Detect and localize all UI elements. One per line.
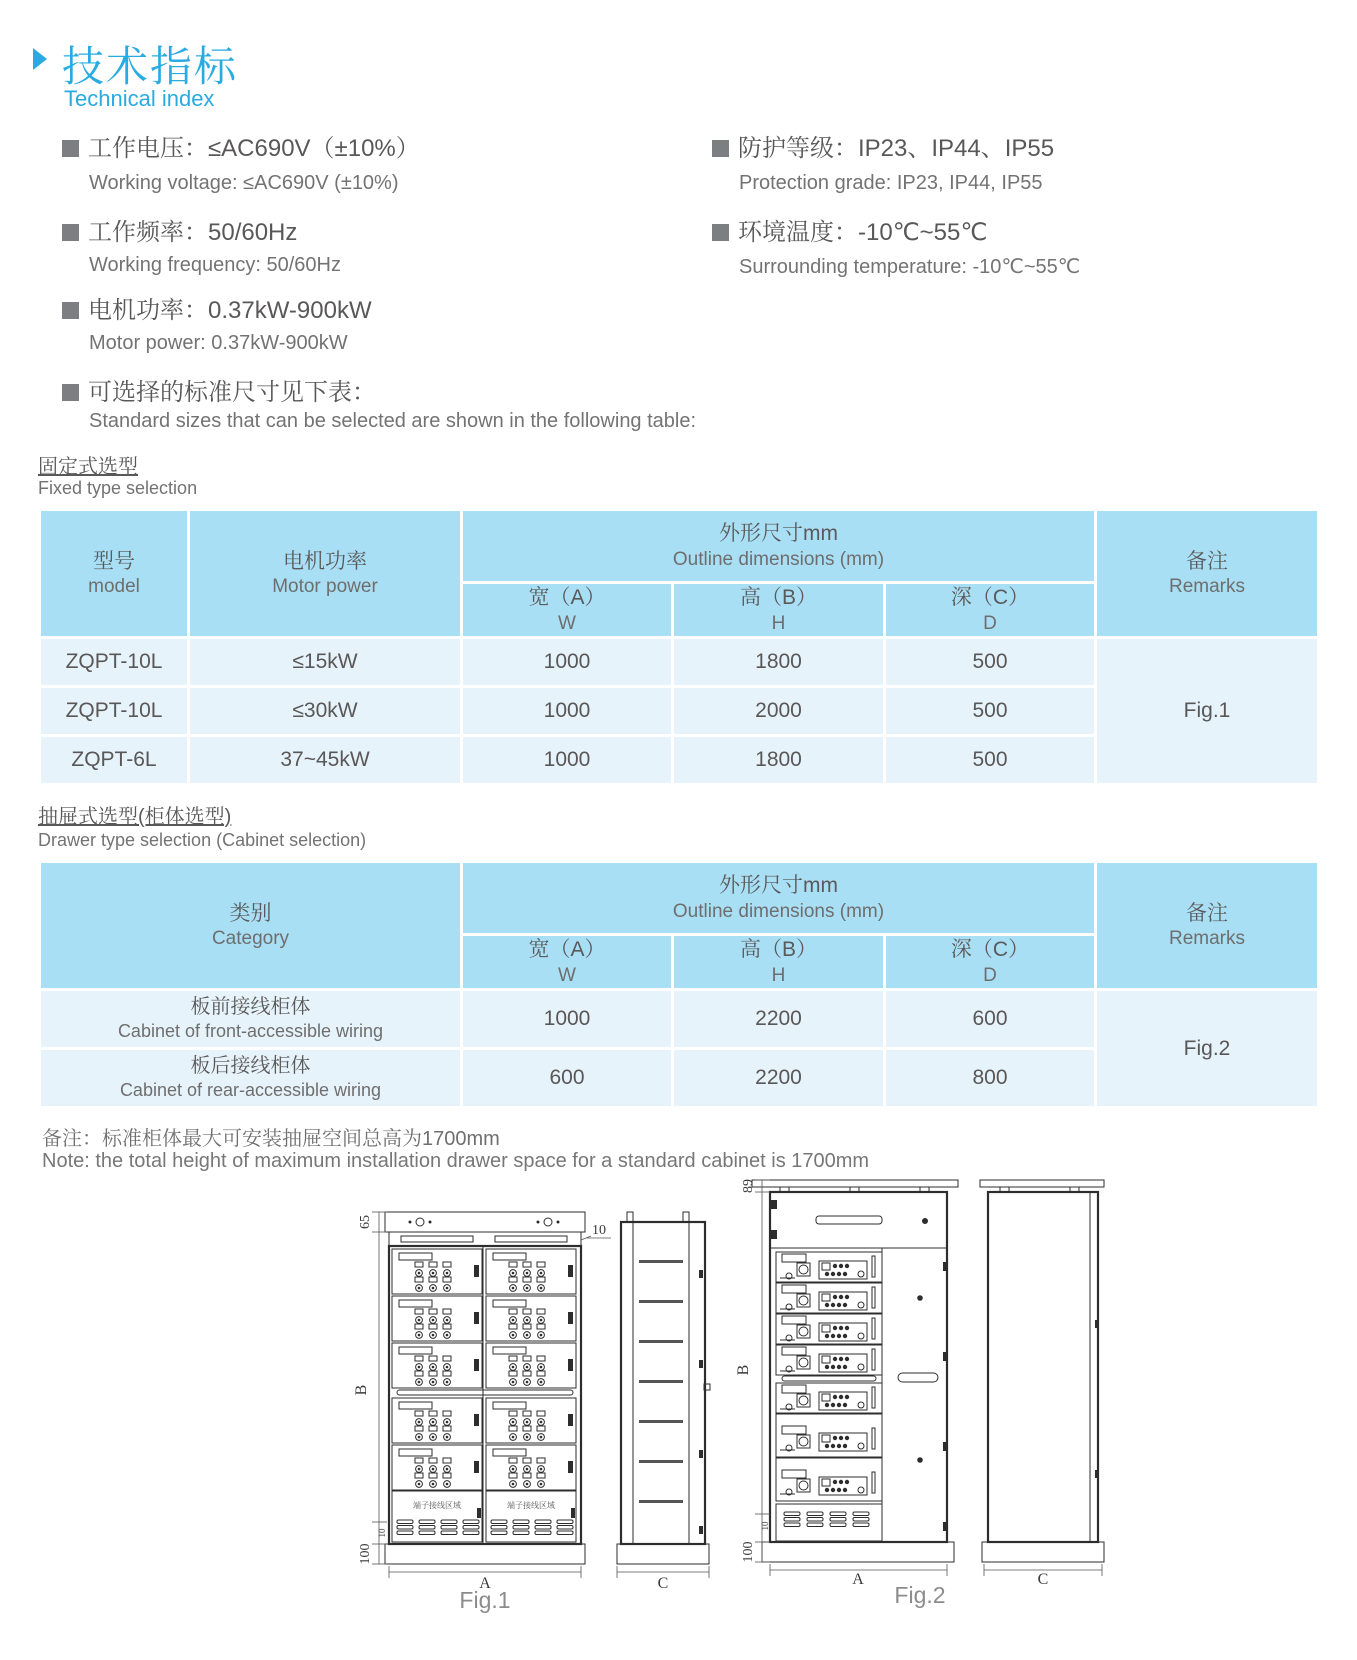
cell-model: ZQPT-6L xyxy=(41,737,187,783)
col-header-width xyxy=(463,584,671,636)
note-en: Note: the total height of maximum installation drawer space for a standard cabinet is 1700mm xyxy=(42,1150,870,1172)
fig2-dim-b: B xyxy=(735,1364,752,1376)
remarks-zh: 备注 xyxy=(1186,549,1228,573)
fig2-dim-89: 89 xyxy=(741,1179,756,1193)
col-header-width xyxy=(463,936,671,988)
cell-depth: 800 xyxy=(886,1050,1094,1106)
fig2-dim-10-small: 10 xyxy=(760,1521,770,1531)
cell-height: 2000 xyxy=(674,688,883,734)
width-en: W xyxy=(558,964,576,986)
spec-temperature-en: Surrounding temperature: -10℃~55℃ xyxy=(739,256,1081,278)
fig1-dim-100: 100 xyxy=(358,1543,373,1565)
col-header-model xyxy=(41,511,187,636)
spec-power-en: Motor power: 0.37kW-900kW xyxy=(89,332,348,354)
model-zh: 型号 xyxy=(93,549,135,573)
width-zh: 宽（A） xyxy=(528,586,606,610)
bullet-square-icon xyxy=(62,140,79,157)
cell-power: 37~45kW xyxy=(190,737,460,783)
width-en: W xyxy=(558,612,576,634)
page-subtitle: Technical index xyxy=(64,86,215,111)
cell-width: 1000 xyxy=(463,991,671,1047)
col-header-remarks xyxy=(1097,863,1317,988)
fig1-dim-c: C xyxy=(657,1575,669,1592)
spec-power-zh xyxy=(62,290,372,325)
dims-zh: 外形尺寸mm xyxy=(719,874,838,898)
col-header-power xyxy=(190,511,460,636)
fig2-dim-a: A xyxy=(852,1571,864,1588)
col-header-height xyxy=(674,936,883,988)
category-en: Cabinet of front-accessible wiring xyxy=(117,1021,384,1042)
section2-label-zh: 抽屉式选型(柜体选型) xyxy=(38,806,232,828)
depth-en: D xyxy=(983,612,997,634)
spec-voltage-zh-text: 工作电压：≤AC690V（±10%） xyxy=(88,135,420,162)
cell-depth: 600 xyxy=(886,991,1094,1047)
fig1-dim-b: B xyxy=(353,1384,370,1396)
cell-remark: Fig.2 xyxy=(1097,991,1317,1106)
category-zh: 板前接线柜体 xyxy=(190,996,311,1019)
cell-width: 1000 xyxy=(463,737,671,783)
drawer-type-table xyxy=(38,860,1320,1109)
cell-height: 2200 xyxy=(674,991,883,1047)
height-zh: 高（B） xyxy=(739,938,817,962)
power-zh: 电机功率 xyxy=(283,549,367,573)
col-header-category xyxy=(41,863,460,988)
depth-zh: 深（C） xyxy=(950,938,1030,962)
fig2-dim-100: 100 xyxy=(741,1541,756,1563)
cell-height: 1800 xyxy=(674,639,883,685)
note-zh: 备注：标准柜体最大可安装抽屉空间总高为1700mm xyxy=(42,1128,500,1150)
category-en: Category xyxy=(211,928,290,950)
fig2-drawing xyxy=(700,1170,1120,1610)
bullet-square-icon xyxy=(712,224,729,241)
category-en: Cabinet of rear-accessible wiring xyxy=(119,1080,382,1101)
fig1-terminal-label: 端子接线区域 xyxy=(507,1501,555,1510)
col-header-height xyxy=(674,584,883,636)
cell-category xyxy=(41,1050,460,1106)
cell-power: ≤30kW xyxy=(190,688,460,734)
remarks-zh: 备注 xyxy=(1186,901,1228,925)
fig2-caption: Fig.2 xyxy=(894,1582,946,1608)
bullet-square-icon xyxy=(62,224,79,241)
power-en: Motor power xyxy=(272,576,378,598)
depth-en: D xyxy=(983,964,997,986)
page-title: 技术指标 xyxy=(62,43,239,90)
col-header-depth xyxy=(886,936,1094,988)
remarks-en: Remarks xyxy=(1168,928,1245,950)
height-zh: 高（B） xyxy=(739,586,817,610)
section1-label-en: Fixed type selection xyxy=(38,478,198,498)
category-zh: 板后接线柜体 xyxy=(190,1055,311,1078)
spec-protection-zh xyxy=(712,128,1054,163)
cell-width: 1000 xyxy=(463,688,671,734)
spec-sizes-en: Standard sizes that can be selected are shown in the following table: xyxy=(89,410,697,432)
cell-model: ZQPT-10L xyxy=(41,639,187,685)
table-row xyxy=(41,639,1317,685)
cell-height: 1800 xyxy=(674,737,883,783)
cell-width: 600 xyxy=(463,1050,671,1106)
cell-power: ≤15kW xyxy=(190,639,460,685)
col-header-remarks xyxy=(1097,511,1317,636)
section2-label-en: Drawer type selection (Cabinet selection) xyxy=(38,830,367,850)
height-en: H xyxy=(771,612,786,634)
spec-protection-zh-text: 防护等级：IP23、IP44、IP55 xyxy=(738,135,1055,162)
spec-temperature-zh-text: 环境温度：-10℃~55℃ xyxy=(738,219,988,246)
width-zh: 宽（A） xyxy=(528,938,606,962)
height-en: H xyxy=(771,964,786,986)
table-row xyxy=(41,991,1317,1047)
spec-sizes-zh xyxy=(62,372,376,407)
fig1-terminal-label: 端子接线区域 xyxy=(413,1501,461,1510)
col-header-dimensions xyxy=(463,863,1094,933)
bullet-square-icon xyxy=(62,302,79,319)
spec-voltage-zh xyxy=(62,128,420,163)
fig1-caption: Fig.1 xyxy=(459,1587,511,1613)
fig1-drawing xyxy=(335,1200,715,1620)
cell-depth: 500 xyxy=(886,737,1094,783)
col-header-dimensions xyxy=(463,511,1094,581)
spec-frequency-en: Working frequency: 50/60Hz xyxy=(89,254,341,276)
cell-depth: 500 xyxy=(886,639,1094,685)
cell-category xyxy=(41,991,460,1047)
fig1-dim-10-small: 10 xyxy=(377,1528,387,1538)
dims-en: Outline dimensions (mm) xyxy=(672,548,885,570)
cell-width: 1000 xyxy=(463,639,671,685)
spec-protection-en: Protection grade: IP23, IP44, IP55 xyxy=(739,172,1043,194)
section1-label-zh: 固定式选型 xyxy=(38,456,138,478)
col-header-depth xyxy=(886,584,1094,636)
bullet-square-icon xyxy=(62,384,79,401)
fixed-type-table xyxy=(38,508,1320,786)
model-en: model xyxy=(88,576,140,598)
cell-depth: 500 xyxy=(886,688,1094,734)
spec-sizes-zh-text: 可选择的标准尺寸见下表： xyxy=(88,379,376,406)
title-arrow-icon xyxy=(33,48,47,70)
spec-frequency-zh-text: 工作频率：50/60Hz xyxy=(88,219,298,246)
fig1-dim-a: A xyxy=(479,1575,491,1592)
fig2-dim-c: C xyxy=(1037,1571,1049,1588)
fig1-dim-65: 65 xyxy=(358,1215,373,1229)
spec-power-zh-text: 电机功率：0.37kW-900kW xyxy=(88,297,372,324)
remarks-en: Remarks xyxy=(1168,576,1245,598)
spec-frequency-zh xyxy=(62,212,297,247)
spec-temperature-zh xyxy=(712,212,987,247)
cell-model: ZQPT-10L xyxy=(41,688,187,734)
bullet-square-icon xyxy=(712,140,729,157)
fig1-dim-10: 10 xyxy=(592,1223,606,1238)
category-zh: 类别 xyxy=(229,901,272,925)
spec-voltage-en: Working voltage: ≤AC690V (±10%) xyxy=(89,172,399,194)
dims-zh: 外形尺寸mm xyxy=(719,522,838,546)
cell-height: 2200 xyxy=(674,1050,883,1106)
cell-remark: Fig.1 xyxy=(1097,639,1317,783)
depth-zh: 深（C） xyxy=(950,586,1030,610)
dims-en: Outline dimensions (mm) xyxy=(672,900,885,922)
